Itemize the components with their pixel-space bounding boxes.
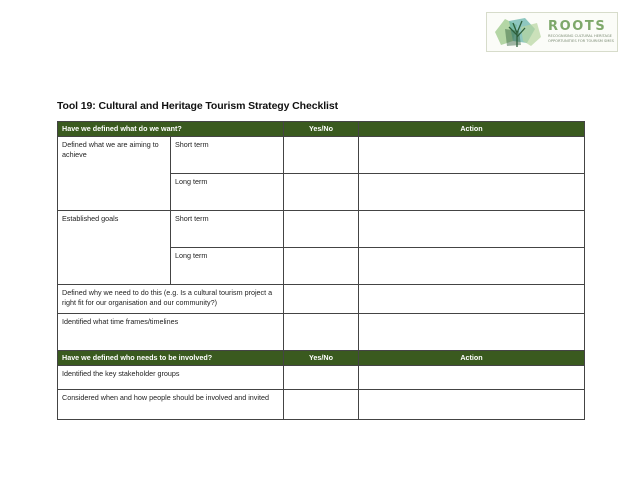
- logo-tagline-2: OPPORTUNITIES FOR TOURISM SMES: [548, 39, 614, 43]
- roots-logo-mark-icon: [491, 15, 543, 49]
- yes-no-cell[interactable]: [284, 137, 359, 174]
- checklist-item-label: Defined what we are aiming to achieve: [58, 137, 171, 211]
- table-row: [58, 211, 585, 248]
- section-heading: Have we defined what do we want?: [58, 122, 284, 137]
- term-label: Short term: [171, 137, 284, 174]
- yes-no-column-header: Yes/No: [284, 122, 359, 137]
- strategy-checklist-table: [57, 121, 585, 420]
- term-label: Long term: [171, 248, 284, 285]
- roots-logo: [486, 12, 618, 52]
- yes-no-cell[interactable]: [284, 314, 359, 351]
- section-heading: Have we defined who needs to be involved?: [58, 351, 284, 366]
- yes-no-cell[interactable]: [284, 211, 359, 248]
- page-title: Tool 19: Cultural and Heritage Tourism Strategy Checklist: [57, 100, 338, 112]
- logo-word: ROOTS: [548, 19, 607, 35]
- yes-no-cell[interactable]: [284, 174, 359, 211]
- action-cell[interactable]: [359, 211, 585, 248]
- checklist-item-label: Considered when and how people should be involved and invited: [58, 390, 284, 420]
- action-cell[interactable]: [359, 137, 585, 174]
- section-header-who: [58, 351, 585, 366]
- action-cell[interactable]: [359, 174, 585, 211]
- checklist-item-label: Identified what time frames/timelines: [58, 314, 284, 351]
- checklist-item-label: Established goals: [58, 211, 171, 285]
- checklist-item-label: Identified the key stakeholder groups: [58, 366, 284, 390]
- checklist-item-label: Defined why we need to do this (e.g. Is a cultural tourism project a right fit for our organisation and our community?): [58, 285, 284, 314]
- section-header-what: [58, 122, 585, 137]
- action-column-header: Action: [359, 351, 585, 366]
- table-row: [58, 390, 585, 420]
- yes-no-column-header: Yes/No: [284, 351, 359, 366]
- term-label: Short term: [171, 211, 284, 248]
- action-cell[interactable]: [359, 390, 585, 420]
- table-row: [58, 366, 585, 390]
- yes-no-cell[interactable]: [284, 248, 359, 285]
- yes-no-cell[interactable]: [284, 390, 359, 420]
- table-row: [58, 137, 585, 174]
- yes-no-cell[interactable]: [284, 366, 359, 390]
- action-cell[interactable]: [359, 248, 585, 285]
- term-label: Long term: [171, 174, 284, 211]
- action-cell[interactable]: [359, 366, 585, 390]
- table-row: [58, 314, 585, 351]
- action-cell[interactable]: [359, 314, 585, 351]
- action-column-header: Action: [359, 122, 585, 137]
- logo-tagline-1: RECOGNISING CULTURAL HERITAGE: [548, 34, 612, 39]
- table-row: [58, 285, 585, 314]
- action-cell[interactable]: [359, 285, 585, 314]
- roots-logo-text: [548, 20, 614, 43]
- yes-no-cell[interactable]: [284, 285, 359, 314]
